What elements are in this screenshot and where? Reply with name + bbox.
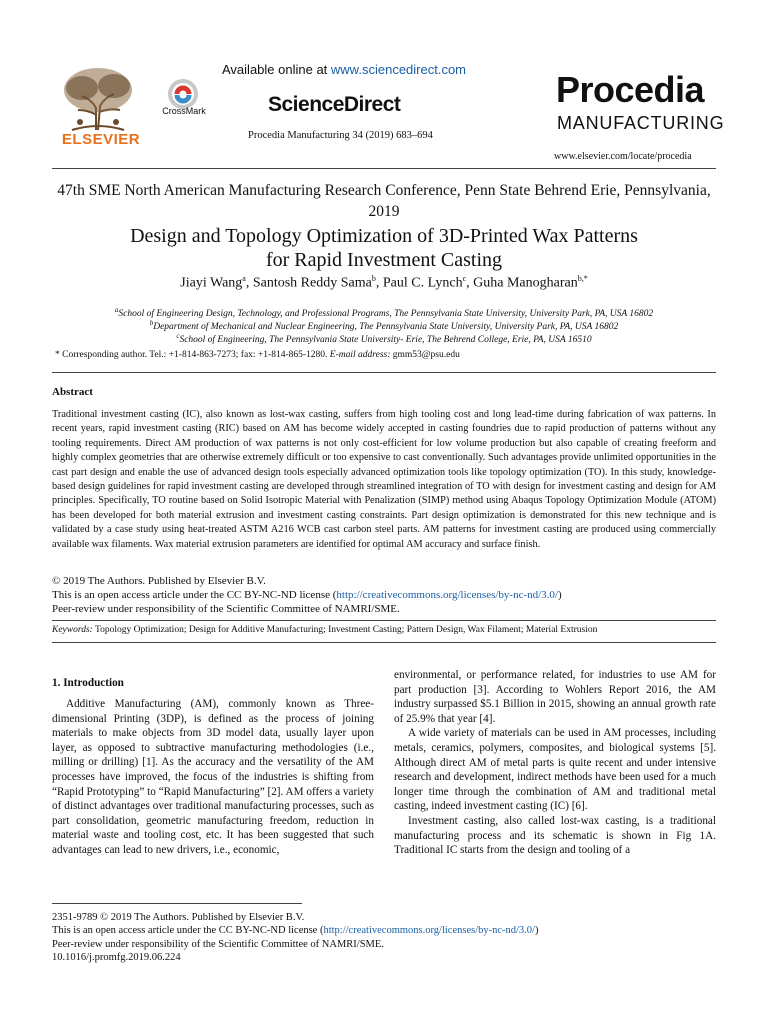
available-prefix: Available online at: [222, 62, 331, 77]
procedia-title: Procedia: [556, 69, 705, 110]
author-sup: b: [371, 274, 376, 283]
footer-open-access-suffix: ): [534, 925, 539, 937]
abstract-heading: Abstract: [52, 386, 93, 398]
crossmark-label: CrossMark: [162, 106, 206, 116]
title-line-2: for Rapid Investment Casting: [265, 249, 503, 271]
peer-review-line: Peer-review under responsibility of the Scientific Committee of NAMRI/SME.: [52, 603, 400, 615]
keywords-top-divider: [52, 620, 716, 621]
paragraph: Investment casting, also called lost-wax casting, is a traditional manufacturing process and its schematic is shown in Fig 1A. Traditional IC starts from the design and tooling of a: [394, 814, 716, 857]
footer-open-access-prefix: This is an open access article under the CC BY-NC-ND license (: [52, 925, 324, 937]
paragraph: environmental, or performance related, for industries to use AM for part production [3]. According to Wohlers Report 2016, the AM industry surpassed $5.1 Billion in 2015, showing an annual growth rate of 25.9% that year [4].: [394, 669, 716, 725]
affiliation-sup: c: [176, 332, 180, 340]
journal-reference: Procedia Manufacturing 34 (2019) 683–694: [248, 130, 433, 141]
sciencedirect-link[interactable]: www.sciencedirect.com: [330, 62, 467, 77]
title-line-1: Design and Topology Optimization of 3D-Printed Wax Patterns: [130, 225, 638, 247]
affiliation: [52, 306, 716, 319]
header-divider: [52, 168, 716, 169]
doi[interactable]: 10.1016/j.promfg.2019.06.224: [52, 952, 181, 964]
footer: [52, 911, 538, 965]
affiliation: [52, 332, 716, 345]
abstract-text: Traditional investment casting (IC), also known as lost-wax casting, suffers from high tooling cost and long lead-time during fabrication of wax patterns. In recent years, rapid investment casting (RIC) based on AM has become widely accepted in casting foundries due to rapid production of patterns without any tooling requirements. Direct AM production of wax patterns is not only cost-efficient for low volume production but also capable of creating freeform and highly complex geometries that are otherwise extremely difficult or too expensive to cast conventionally. Such advantages provide unlimited opportunities in the cast part design and enable the use of advanced design tools especially advanced optimization tools like topology optimization (TO). In this study, knowledge-based design guidelines for rapid investment casting are developed through streamlined integration of TO with design for investment casting and design for AM principles. Specifically, TO routine based on Solid Isotropic Material with Penalization (SIMP) method using Abaqus Topology Optimization Module (ATOM) has been developed for both material extrusion and investment casting constraints. Part design optimization is demonstrated for this new technique and is validated by a case study using heat-treated ASTM A216 WCB cast carbon steel parts. AM patterns for investment casting are produced using commercially available wax filaments. Wax material extrusion parameters are identified for optimal AM accuracy and surface finish.: [52, 409, 716, 550]
keywords-bottom-divider: [52, 642, 716, 643]
elsevier-wordmark: ELSEVIER: [61, 131, 141, 148]
author-name: Guha Manogharan: [473, 275, 578, 291]
paragraph: A wide variety of materials can be used in AM processes, including metals, ceramics, polymers, composites, and biological systems [5]. Although direct AM of metal parts is quite recent and under intensive research and development, indirect methods have been used for a much longer time through the combination of AM and traditional metal casting, indeed investment casting (IC) [6].: [394, 727, 716, 813]
affiliation-text: Department of Mechanical and Nuclear Engineering, The Pennsylvania State University, University Park, PA, USA 16802: [153, 322, 619, 333]
affiliation-sup: a: [114, 306, 119, 314]
section-heading-introduction: 1. Introduction: [52, 677, 124, 689]
sciencedirect-wordmark: ScienceDirect: [268, 93, 401, 116]
keywords-text: Topology Optimization; Design for Additive Manufacturing; Investment Casting; Pattern Design, Wax Filament; Material Extrusion: [95, 625, 598, 635]
author-name: Paul C. Lynch: [382, 275, 463, 291]
corresponding-prefix: * Corresponding author. Tel.: +1-814-863-7273; fax: +1-814-865-1280.: [55, 350, 328, 360]
footer-divider: [52, 903, 302, 904]
copyright-line: © 2019 The Authors. Published by Elsevier B.V.: [52, 575, 266, 587]
open-access-suffix: ): [558, 589, 562, 601]
footer-open-access: [52, 924, 538, 937]
footer-license-link[interactable]: http://creativecommons.org/licenses/by-nc-nd/3.0/: [323, 925, 535, 937]
author-sup: c: [462, 274, 467, 283]
conference-line: 47th SME North American Manufacturing Research Conference, Penn State Behrend Erie, Pennsylvania, 2019: [57, 182, 711, 220]
right-column: [394, 668, 716, 858]
corresponding-author: [55, 350, 460, 360]
procedia-subtitle: MANUFACTURING: [557, 113, 725, 133]
procedia-url-link[interactable]: www.elsevier.com/locate/procedia: [554, 151, 692, 162]
email-label: E-mail address:: [329, 350, 391, 360]
affiliation-sup: b: [149, 319, 154, 327]
author-sup: b,*: [577, 274, 588, 283]
email-address[interactable]: gmm53@psu.edu: [392, 350, 460, 360]
open-access-prefix: This is an open access article under the CC BY-NC-ND license (: [52, 589, 337, 601]
affiliation-text: School of Engineering Design, Technology, and Professional Programs, The Pennsylvania State University, University Park, PA, USA 16802: [118, 309, 654, 320]
affiliation-text: School of Engineering, The Pennsylvania State University- Erie, The Behrend College, Erie, PA, USA 16510: [179, 335, 592, 346]
keywords-label: Keywords:: [52, 625, 93, 635]
paper-title: [52, 224, 716, 272]
license-link[interactable]: http://creativecommons.org/licenses/by-nc-nd/3.0/: [336, 589, 558, 601]
paragraph: Additive Manufacturing (AM), commonly known as Three-dimensional Printing (3DP), is defined as the process of joining materials to make objects from 3D model data, usually layer upon layer, as opposed to subtractive manufacturing methodologies (i.e., milling or drilling) [1]. As the accuracy and the versatility of the AM processes have improved, the focus of the industries is shifting from “Rapid Prototyping” to “Rapid Manufacturing” [2]. AM offers a variety of distinct advantages over traditional manufacturing processes, such as part consolidation, geometric manufacturing freedom, reduction in material waste and tooling cost, etc. It has been suggested that such advantages can lead to new drivers, i.e., economic,: [52, 698, 374, 856]
left-column: [52, 697, 374, 858]
footer-peer-review: Peer-review under responsibility of the Scientific Committee of NAMRI/SME.: [52, 938, 384, 950]
keywords: [52, 625, 716, 635]
author-sup: a: [242, 274, 246, 283]
open-access-line: [52, 588, 562, 602]
author-list: Jiayi Wang$^a$, Santosh Reddy Sama$^b$, Paul C. Lynch$^c$, Guha Manogharan$^{b,*}$: [180, 274, 588, 291]
available-online-line: [222, 62, 466, 77]
author-name: Jiayi Wang: [180, 275, 243, 291]
affiliation: [52, 319, 716, 332]
issn-line: 2351-9789 © 2019 The Authors. Published by Elsevier B.V.: [52, 912, 305, 923]
author-name: Santosh Reddy Sama: [252, 275, 372, 291]
abstract-top-divider: [52, 372, 716, 373]
